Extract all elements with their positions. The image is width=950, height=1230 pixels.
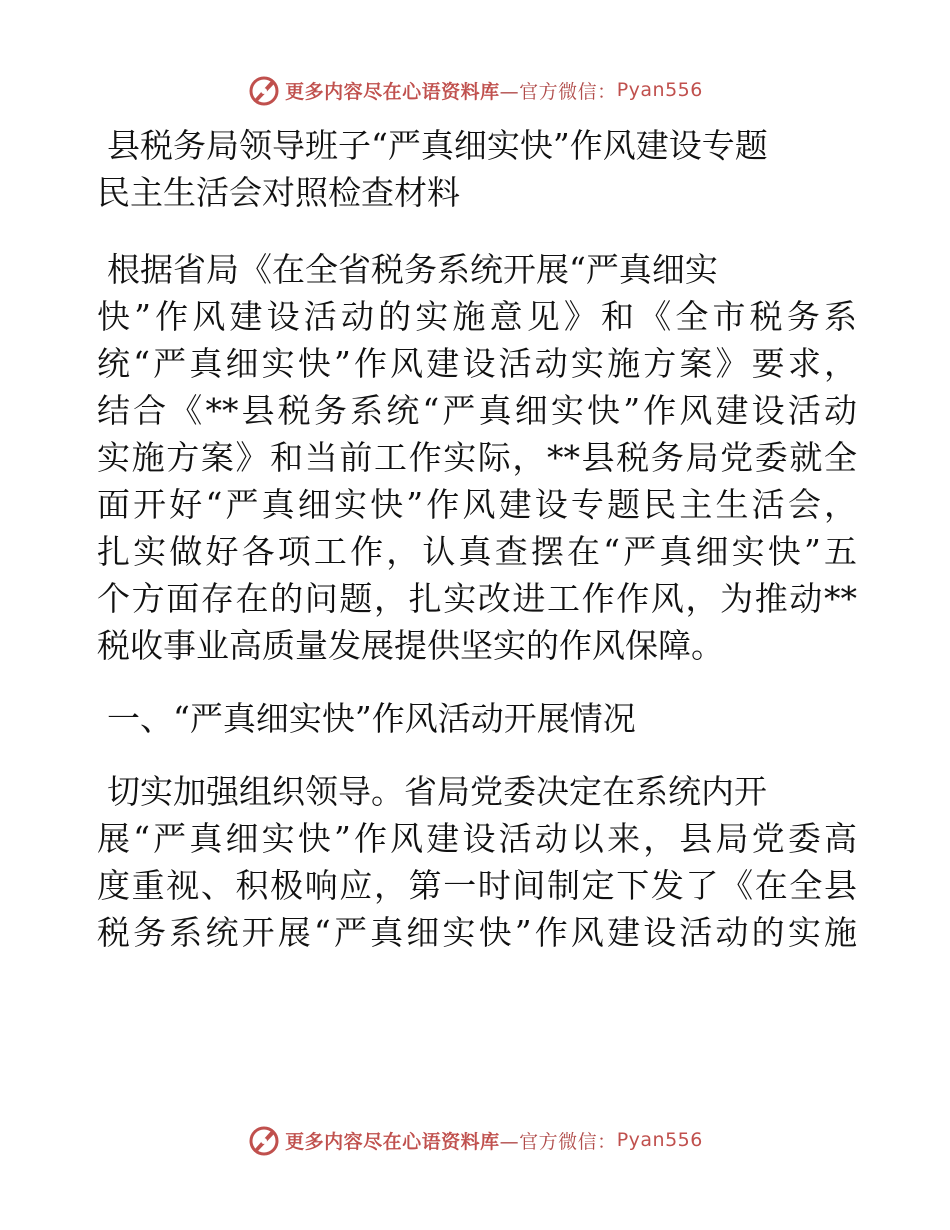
- watermark-text-wechat: —官方微信：: [499, 1130, 617, 1153]
- doc-title-line-1: 县税务局领导班子“严真细实快”作风建设专题: [107, 126, 768, 165]
- section-1-heading: 一、“严真细实快”作风活动开展情况: [107, 699, 636, 738]
- paragraph-1-line-8: 个方面存在的问题，扎实改进工作作风，为推动**: [97, 579, 857, 618]
- paragraph-1-line-3: 统“严真细实快”作风建设活动实施方案》要求，: [97, 344, 857, 383]
- watermark-text-wechat: —官方微信：: [499, 80, 617, 103]
- document-body: [97, 122, 857, 956]
- doc-title-line-2: 民主生活会对照检查材料: [97, 173, 460, 212]
- paragraph-1-line-2: 快”作风建设活动的实施意见》和《全市税务系: [97, 297, 857, 336]
- quill-seal-icon: [247, 73, 281, 107]
- paragraph-2-line-4: 税务系统开展“严真细实快”作风建设活动的实施: [97, 913, 857, 952]
- paragraph-2-line-2: 展“严真细实快”作风建设活动以来，县局党委高: [97, 819, 857, 858]
- watermark-text-id: Pyan556: [616, 1129, 703, 1151]
- watermark-banner-bottom: [0, 1120, 950, 1160]
- watermark-text-id: Pyan556: [616, 79, 703, 101]
- watermark-text-main: 更多内容尽在心语资料库: [285, 1130, 500, 1153]
- paragraph-1-line-9: 税收事业高质量发展提供坚实的作风保障。: [97, 626, 724, 665]
- paragraph-2-line-1: 切实加强组织领导。省局党委决定在系统内开: [107, 772, 767, 811]
- watermark-text-main: 更多内容尽在心语资料库: [285, 80, 500, 103]
- quill-seal-icon: [247, 1123, 281, 1157]
- paragraph-1-line-5: 实施方案》和当前工作实际，**县税务局党委就全: [97, 438, 857, 477]
- paragraph-2-line-3: 度重视、积极响应，第一时间制定下发了《在全县: [97, 866, 857, 905]
- watermark-banner-top: [0, 70, 950, 110]
- paragraph-1-line-1: 根据省局《在全省税务系统开展“严真细实: [107, 250, 718, 289]
- paragraph-1-line-4: 结合《**县税务系统“严真细实快”作风建设活动: [97, 391, 857, 430]
- paragraph-1-line-6: 面开好“严真细实快”作风建设专题民主生活会，: [97, 485, 857, 524]
- paragraph-1-line-7: 扎实做好各项工作，认真查摆在“严真细实快”五: [97, 532, 857, 571]
